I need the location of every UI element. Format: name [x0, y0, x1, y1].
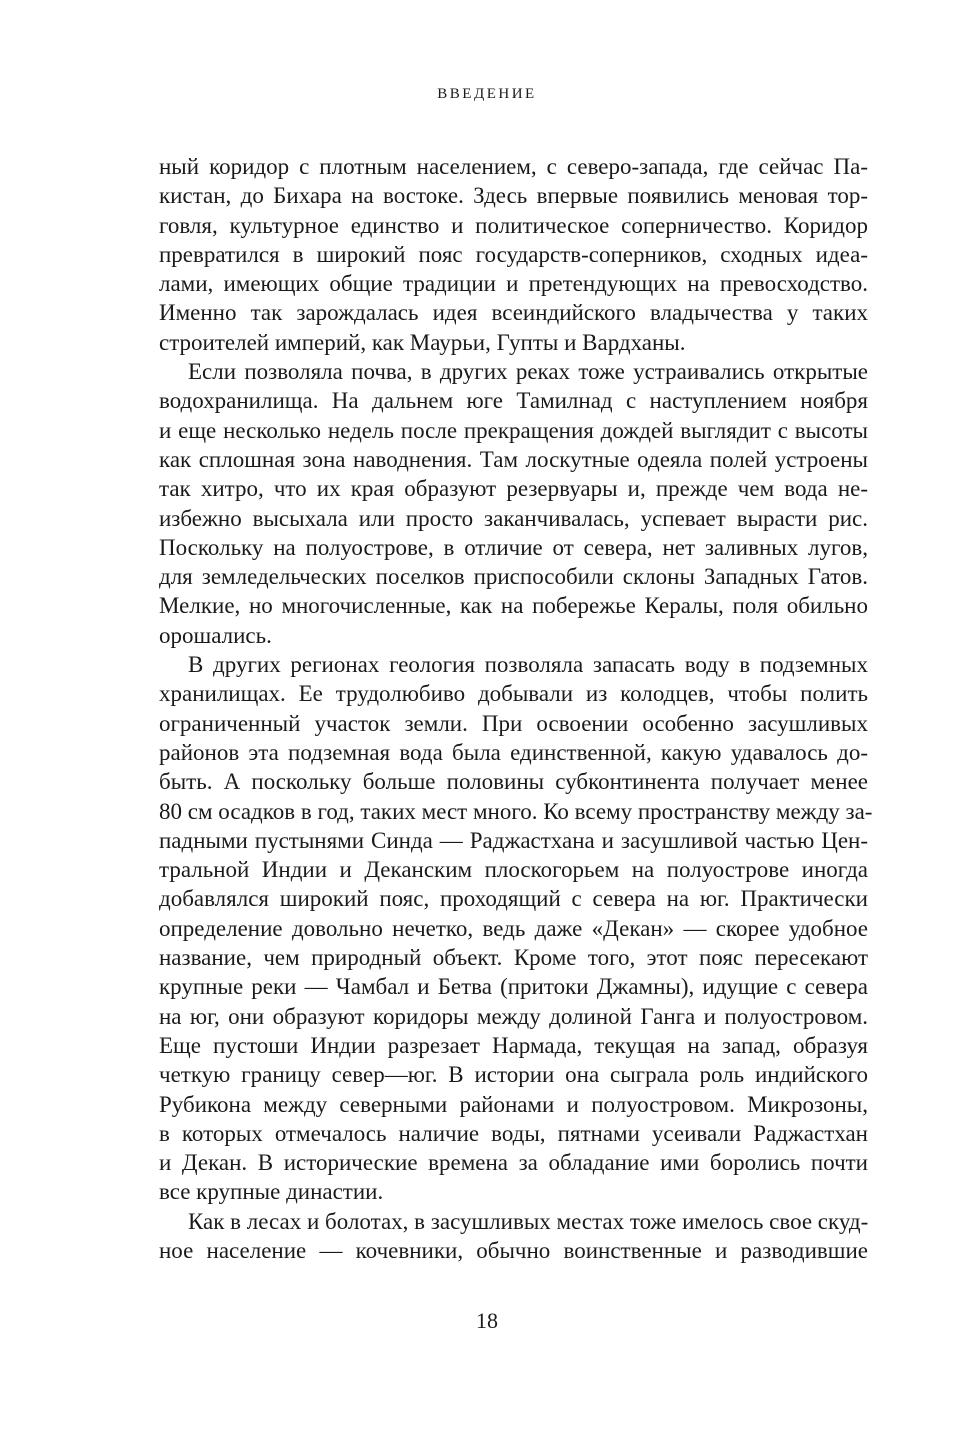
text-line: на юг, они образуют коридоры между долиной Ганга и полуостровом. — [159, 1003, 868, 1029]
text-line: хранилищах. Ее трудолюбиво добывали из колодцев, чтобы полить — [159, 681, 868, 707]
text-line: ный коридор с плотным населением, с северо-запада, где сейчас Па- — [159, 154, 868, 179]
text-line: говля, культурное единство и политическое соперничество. Коридор — [159, 212, 868, 238]
body-text — [159, 152, 873, 1265]
text-line: ное население — кочевники, обычно воинственные и разводившие — [159, 1237, 868, 1263]
paragraph-first-line: В других регионах геология позволяла запасать воду в подземных — [188, 652, 868, 678]
text-line: для земледельческих поселков приспособили склоны Западных Гатов. — [159, 564, 868, 590]
text-line: название, чем природный объект. Кроме того, этот пояс пересекают — [159, 945, 868, 971]
text-line: Именно так зарождалась идея всеиндийского владычества у таких — [159, 300, 868, 326]
text-line: тральной Индии и Деканским плоскогорьем на полуострове иногда — [159, 857, 868, 883]
text-line: в которых отмечалось наличие воды, пятнами усеивали Раджастхан — [159, 1120, 868, 1146]
text-line: избежно высыхала или просто заканчивалась, успевает вырасти рис. — [159, 505, 868, 531]
text-line: быть. А поскольку больше половины субконтинента получает менее — [159, 769, 868, 795]
text-line: и Декан. В исторические времена за обладание ими боролись почти — [159, 1150, 868, 1176]
paragraph-first-line: Как в лесах и болотах, в засушливых местах тоже имелось свое скуд- — [188, 1208, 869, 1234]
text-line: кистан, до Бихара на востоке. Здесь впервые появились меновая тор- — [159, 183, 868, 209]
text-line: превратился в широкий пояс государств-соперников, сходных идеа- — [159, 241, 868, 267]
text-line: Еще пустоши Индии разрезает Нармада, текущая на запад, образуя — [159, 1032, 868, 1058]
text-line: 80 см осадков в год, таких мест много. Ко всему пространству между за- — [159, 798, 873, 824]
text-line: и еще несколько недель после прекращения дождей выглядит с высоты — [159, 417, 868, 443]
text-line: Мелкие, но многочисленные, как на побережье Кералы, поля обильно — [159, 593, 868, 619]
text-line: четкую границу север—юг. В истории она сыграла роль индийского — [159, 1062, 868, 1088]
text-line: Рубикона между северными районами и полуостровом. Микрозоны, — [159, 1091, 868, 1117]
text-line: районов эта подземная вода была единственной, какую удавалось до- — [159, 739, 868, 765]
text-line: орошались. — [159, 622, 272, 648]
text-line: ограниченный участок земли. При освоении особенно засушливых — [159, 710, 868, 736]
text-line: крупные реки — Чамбал и Бетва (притоки Джамны), идущие с севера — [159, 974, 868, 1000]
text-line: определение довольно нечетко, ведь даже «Декан» — скорее удобное — [159, 915, 868, 941]
text-line: лами, имеющих общие традиции и претендующих на превосходство. — [159, 271, 868, 297]
text-line: как сплошная зона наводнения. Там лоскутные одеяла полей устроены — [159, 446, 868, 472]
text-line: водохранилища. На дальнем юге Тамилнад с наступлением ноября — [159, 388, 868, 414]
text-line: так хитро, что их края образуют резервуары и, прежде чем вода не- — [159, 476, 868, 502]
text-line: строителей империй, как Маурьи, Гупты и Вардханы. — [159, 329, 686, 355]
paragraph-first-line: Если позволяла почва, в других реках тоже устраивались открытые — [188, 359, 868, 385]
text-line: добавлялся широкий пояс, проходящий с севера на юг. Практически — [159, 886, 868, 912]
running-head: ВВЕДЕНИЕ — [437, 86, 537, 102]
text-line: Поскольку на полуострове, в отличие от севера, нет заливных лугов, — [159, 534, 868, 560]
page-number: 18 — [476, 1308, 498, 1333]
text-line: все крупные династии. — [159, 1179, 384, 1205]
text-line: падными пустынями Синда — Раджастхана и засушливой частью Цен- — [159, 827, 868, 853]
